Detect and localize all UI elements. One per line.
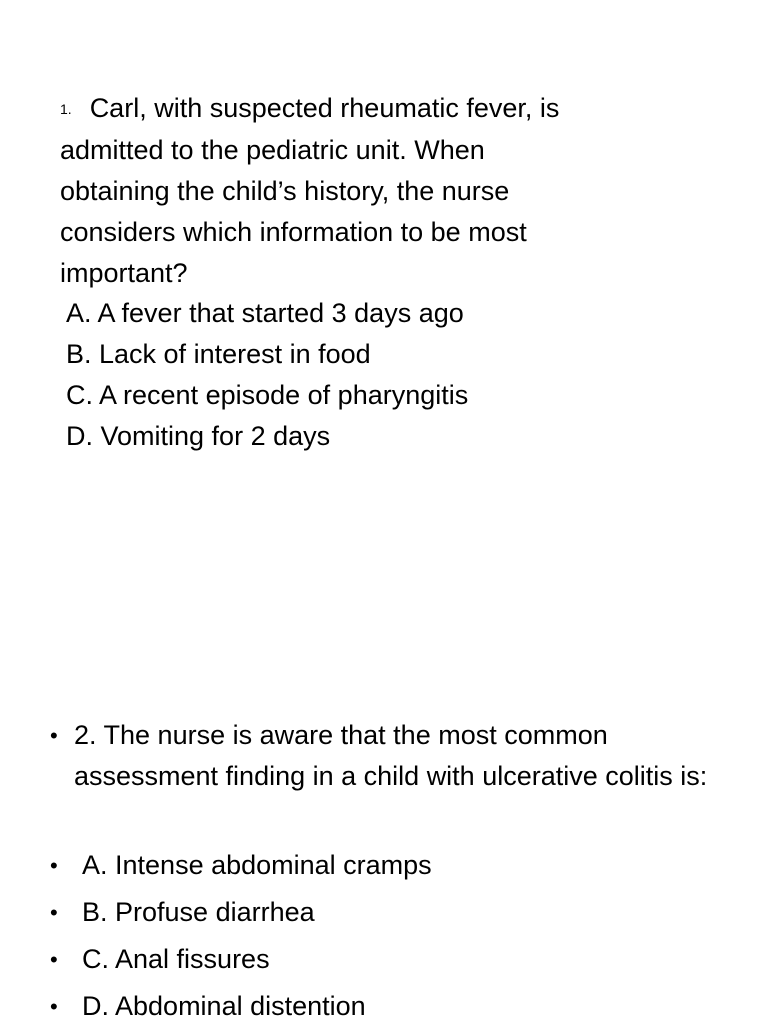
question-2-option-c-row (50, 939, 270, 980)
question-2-option-d-row (50, 986, 366, 1027)
question-1-text: Carl, with suspected rheumatic fever, is admitted to the pediatric unit. When obtaining the child’s history, the nurse considers which information to be most important? (60, 93, 560, 288)
question-2-option-a-row (50, 845, 432, 886)
question-2-stem: 2. The nurse is aware that the most common assessment finding in a child with ulcerative colitis is: (74, 720, 708, 791)
question-2-option-c: C. Anal fissures (82, 944, 270, 974)
bullet-icon: • (50, 994, 58, 1019)
question-1-options (66, 293, 468, 457)
question-2-option-d: D. Abdominal distention (82, 991, 366, 1021)
question-2-option-a: A. Intense abdominal cramps (82, 850, 432, 880)
bullet-icon: • (50, 723, 58, 748)
question-1-option-c: C. A recent episode of pharyngitis (66, 380, 469, 410)
bullet-icon: • (50, 853, 58, 878)
question-1-option-d: D. Vomiting for 2 days (66, 421, 331, 451)
question-2-option-b: B. Profuse diarrhea (82, 897, 315, 927)
question-1-stem (60, 88, 580, 294)
question-2-stem-row (50, 715, 714, 797)
question-1-option-a: A. A fever that started 3 days ago (66, 298, 464, 328)
bullet-icon: • (50, 900, 58, 925)
question-2-option-b-row (50, 892, 315, 933)
question-1-number: 1. (60, 101, 72, 117)
bullet-icon: • (50, 947, 58, 972)
question-1-option-b: B. Lack of interest in food (66, 339, 371, 369)
